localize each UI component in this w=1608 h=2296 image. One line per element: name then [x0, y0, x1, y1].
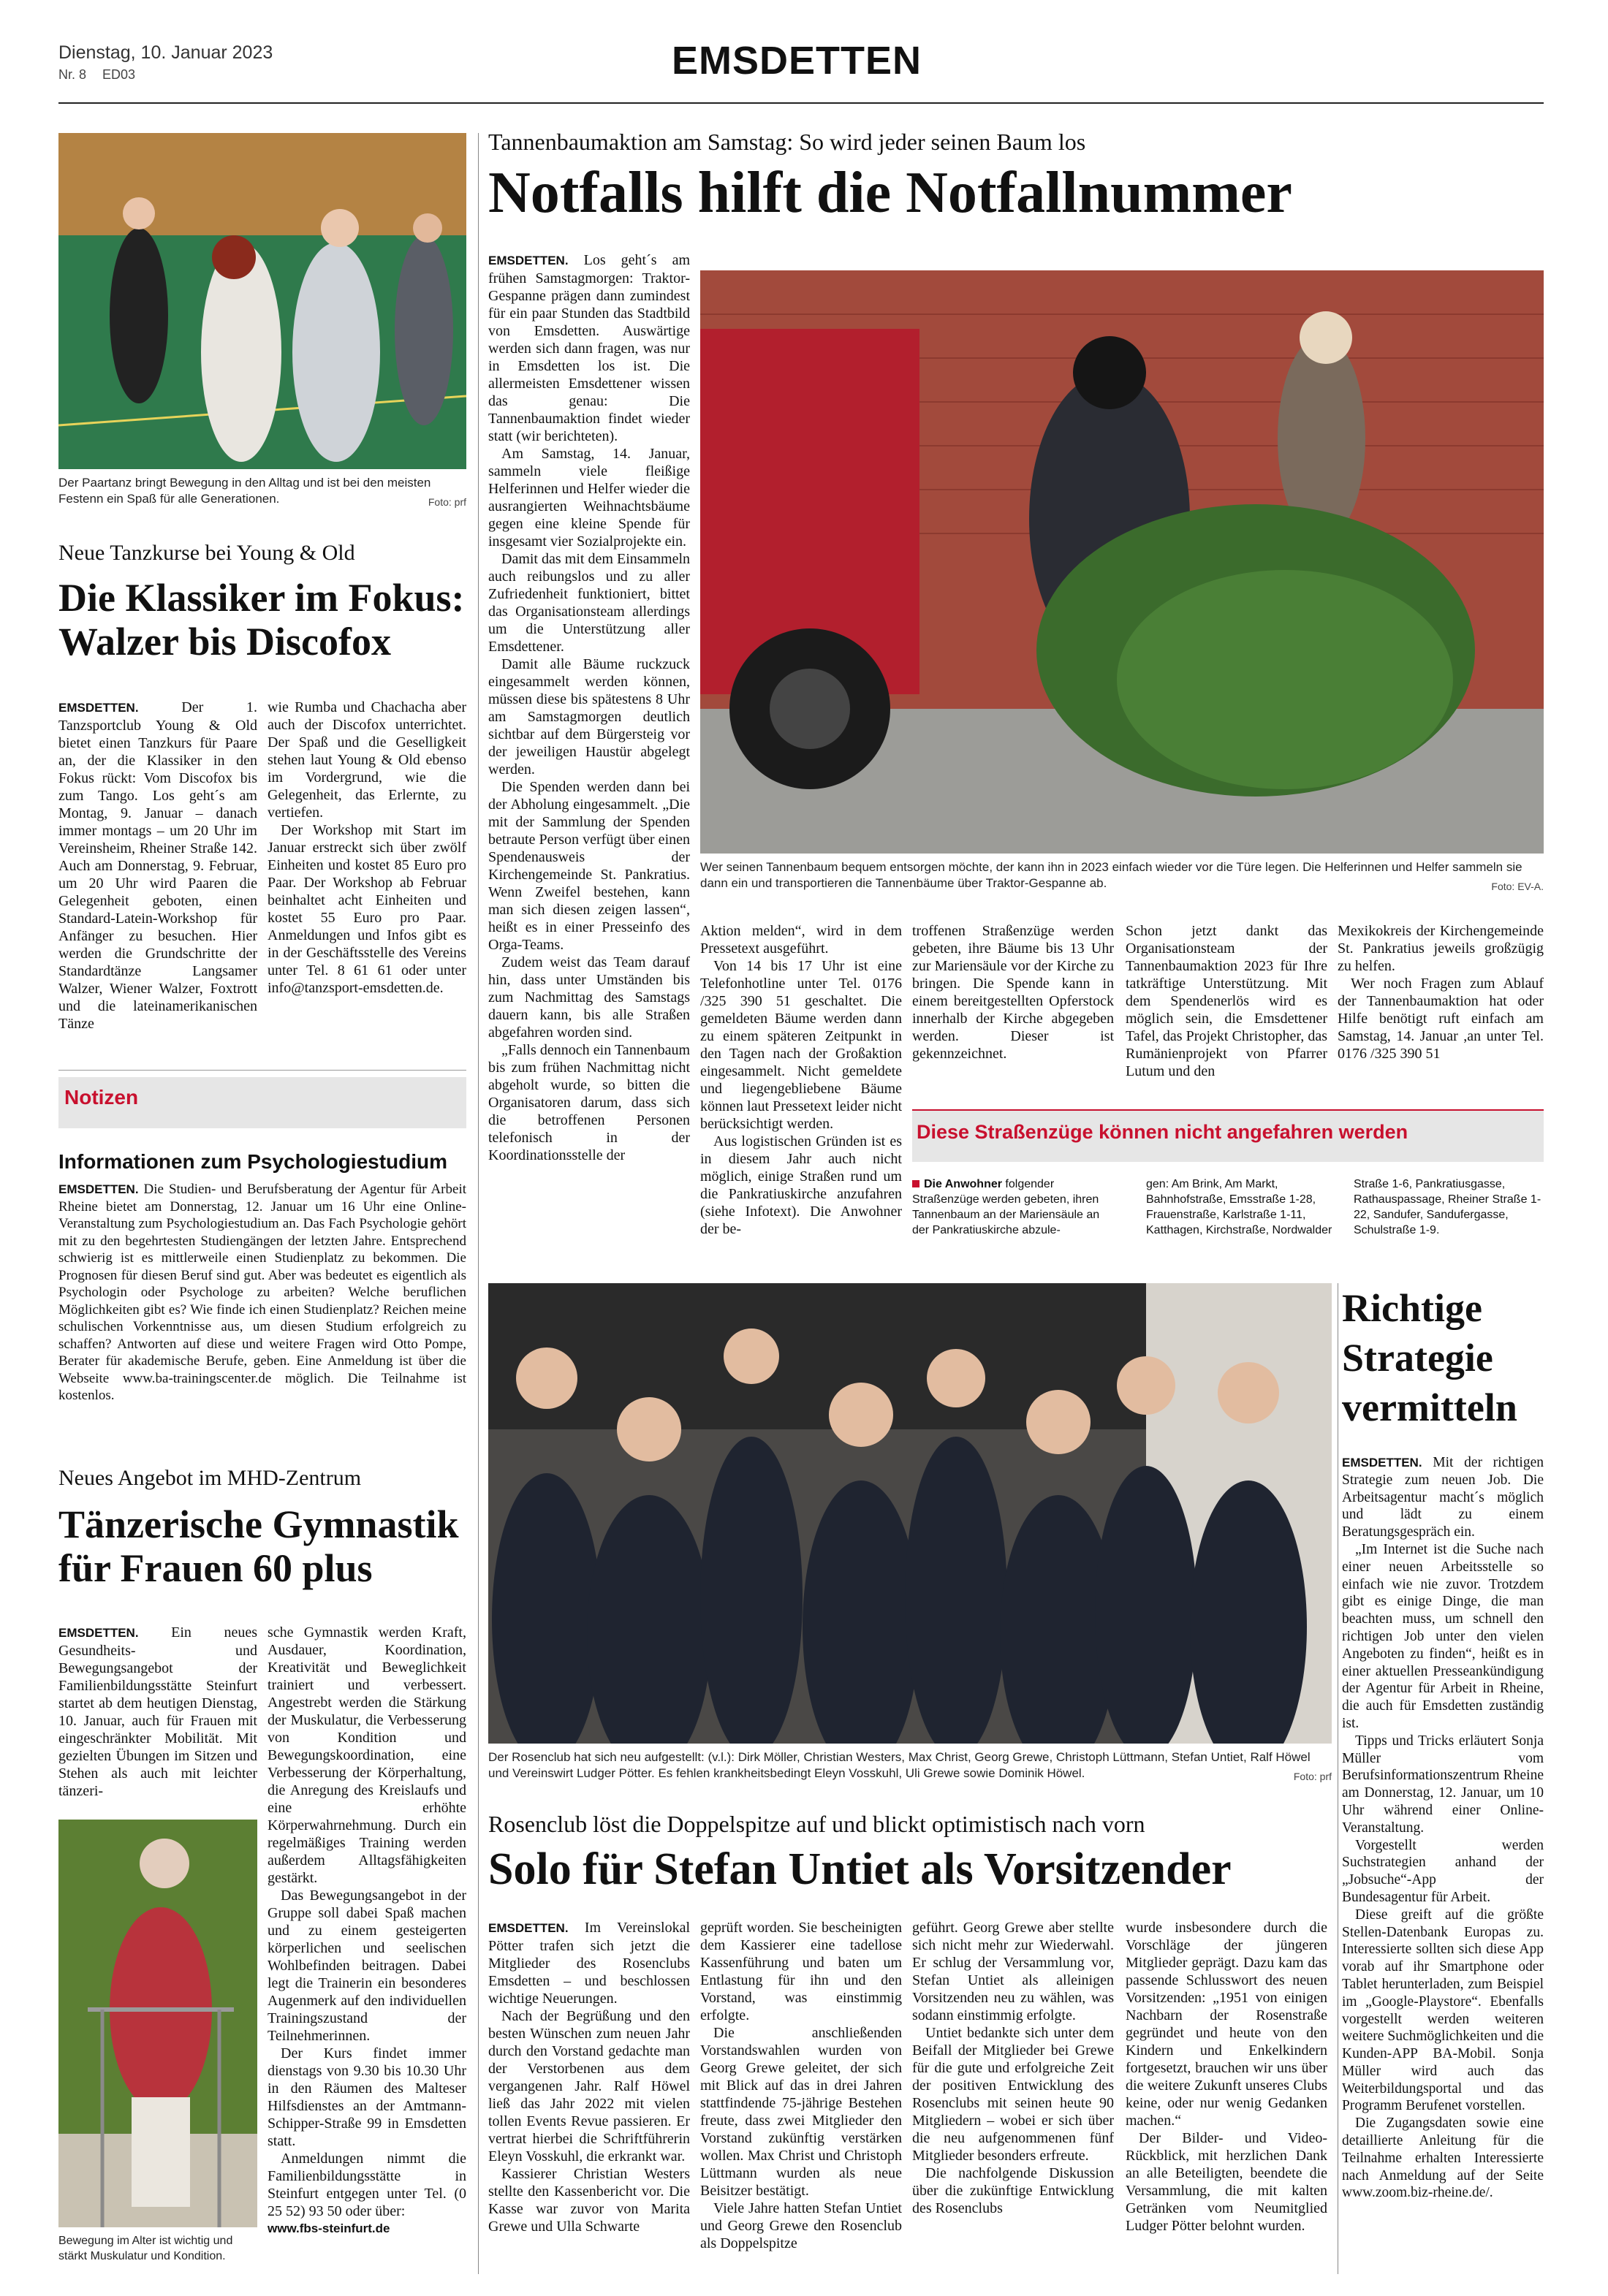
dance-kicker: Neue Tanzkurse bei Young & Old — [58, 541, 355, 565]
tree-photo-caption: Wer seinen Tannenbaum bequem entsorgen möchte, der kann ihn in 2023 einfach wieder vor die Türe legen. Die Helferinnen und Helfer sammeln sie dann ein und transportieren die Tannenbäume über Traktor-Gespanne ab. Foto: EV-A. — [700, 859, 1544, 894]
streets-box-header: Diese Straßenzüge können nicht angefahren werden — [912, 1109, 1544, 1162]
column-divider — [478, 133, 479, 2274]
gym-body-col2: sche Gymnastik werden Kraft, Ausdauer, Koordination, Kreativität und Beweglichkeit trainiert und verbessert. Angestrebt werden die Stärkung der Muskulatur, die Verbesserung von Kondition und Bewegungskoordination, eine Verbesserung der Körperhaltung, die Anregung des Kreislaufs und eine erhöhte Körperwahrnehmung. Durch ein regelmäßiges Training werden außerdem Alltagsfähigkeiten gestärkt. Das Bewegungsangebot in der Gruppe soll dabei Spaß machen und zu einem gesteigerten körperlichen und seelischen Wohlbefinden beitragen. Dabei legt die Trainerin ein besonderes Augenmerk auf den individuellen Trainingszustand der Teilnehmerinnen. Der Kurs findet immer dienstags von 9.30 bis 10.30 Uhr in den Räumen des Malteser Hilfsdienstes an der Amtmann-Schipper-Straße 99 in Emsdetten statt. Anmeldungen nimmt die Familienbildungsstätte in Steinfurt entgegen unter Tel. (0 25 52) 93 50 oder über: www.fbs-steinfurt.de — [268, 1624, 466, 2235]
strategy-body: EMSDETTEN. Mit der richtigen Strategie zum neuen Job. Die Arbeitsagentur macht´s möglich und lädt zu einem Beratungsgespräch ein. „Im Internet ist die Suche nach einer neuen Arbeitsstelle so einfach wie nie zuvor. Trotzdem gibt es einige Dinge, die man beachten muss, um schnell den richtigen Job unter den vielen Angeboten zu finden“, heißt es in einer aktuellen Presseankündigung der Agentur für Arbeit in Rheine, die auch für Emsdetten zuständig ist. Tipps und Tricks erläutert Sonja Müller vom Berufsinformationszentrum Rheine am Donnerstag, 12. Januar, um 10 Uhr während einer Online-Veranstaltung. Vorgestellt werden Suchstrategien anhand der „Jobsuche“-App der Bundesagentur für Arbeit. Diese greift auf die größte Stellen-Datenbank Europas zu. Interessierte sollten sich diese App vorab auf ihr Smartphone oder Tablet herunterladen, zum Beispiel im „Google-Playstore“. Ebenfalls vorgestellt werden weiteren weitere Suchmöglichkeiten und die Kunden-APP BA-Mobil. Sonja Müller wird auch das Weiterbildungsportal und das Programm Berufenet vorstellen. Die Zugangsdaten sowie eine detaillierte Anleitung für die Teilnahme erhalten Interessierte nach Anmeldung auf der Seite www.zoom.biz-rheine.de/. — [1342, 1455, 1544, 2201]
tree-body-col2: Aktion melden“, wird in dem Pressetext ausgeführt. Von 14 bis 17 Uhr ist eine Telefonhotline unter Tel. 0176 /325 390 51 geschaltet. Die gemeldeten Bäume werden dann zu einem späteren Zeitpunkt in den Tagen nach der Großaktion eingesammelt. Nicht gemeldete und liegengebliebene Bäume können laut Pressetext leider nicht berücksichtigt werden. Aus logistischen Gründen ist es in diesem Jahr auch nicht möglich, einige Straßen rund um die Pankratiuskirche anzufahren (siehe Infotext). Die Anwohner der be- — [700, 923, 902, 1237]
notizen-body: EMSDETTEN. Die Studien- und Berufsberatung der Agentur für Arbeit Rheine bietet am Donnerstag, 12. Januar um 16 Uhr eine Online-Veranstaltung zum Psychologiestudium an. Das Fach Psychologie gehört mit zu den begehrtesten Studiengängen der letzten Jahre. Entsprechend schwierig ist es mittlerweile einen Studienplatz zu bekommen. Die Prognosen für diesen Beruf sind gut. Aber was bedeutet es eigentlich als Psychologin oder Psychologe zu arbeiten? Welche beruflichen Möglichkeiten gibt es? Wie finde ich einen Studienplatz? Reichen meine schulischen Vorkenntnisse aus, um diesen Studium erfolgreich zu schaffen? Antworten auf diese und weitere Fragen wird Otto Pompe, Berater für akademische Berufe, geben. Eine Anmeldung ist über die Webseite www.ba-trainingscenter.de möglich. Die Teilnahme ist kostenlos. — [58, 1182, 466, 1403]
rose-photo — [488, 1283, 1332, 1744]
gym-body-col1: EMSDETTEN. Ein neues Gesundheits- und Bewegungsangebot der Familienbildungsstätte Steinfurt startet ab dem heutigen Dienstag, 10. Januar, auch für Frauen mit eingeschränkter Mobilität. Mit gezielten Übungen im Sitzen und Stehen als auch mit leichter tänzeri- — [58, 1624, 257, 1799]
header-rule — [58, 102, 1544, 104]
dance-body-col1: EMSDETTEN. Der 1. Tanzsportclub Young & Old bietet einen Tanzkurs für Paare an, der die Klassiker in den Fokus rückt: Vom Discofox bis zum Tango. Los geht´s am Montag, 9. Januar – danach immer montags – um 20 Uhr im Vereinsheim, Rheiner Straße 142. Auch am Donnerstag, 9. Februar, um 20 Uhr wird Paaren die Gelegenheit geboten, einen Standard-Latein-Workshop für Anfänger zu besuchen. Hier werden die Grundschritte der Standardtänze Langsamer Walzer, Wiener Walzer, Foxtrott und die lateinamerikanischen Tänze — [58, 699, 257, 1032]
tree-body-col5: Mexikokreis der Kirchengemeinde St. Pankratius jeweils großzügig zu helfen. Wer noch Fragen zum Ablauf der Tannenbaumaktion hat oder Hilfe benötigt ruft einfach am Samstag, 14. Januar ,an unter Tel. 0176 /325 390 51 — [1338, 923, 1544, 1062]
gym-photo-caption: Bewegung im Alter ist wichtig und stärkt Muskulatur und Kondition. — [58, 2235, 233, 2262]
streets-box-col2: gen: Am Brink, Am Markt, Bahnhofstraße, Emsstraße 1-28, Frauenstraße, Karlstraße 1-11, Katthagen, Kirchstraße, Nordwalder — [1146, 1178, 1332, 1236]
gym-headline: Tänzerische Gymnastik für Frauen 60 plus — [58, 1502, 459, 1591]
dance-headline: Die Klassiker im Fokus: Walzer bis Discofox — [58, 576, 465, 664]
notizen-box: Notizen — [58, 1077, 466, 1128]
gym-kicker: Neues Angebot im MHD-Zentrum — [58, 1466, 362, 1490]
streets-box-col1: Die Anwohner folgender Straßenzüge werden gebeten, ihren Tannenbaum an der Mariensäule an der Pankratiuskirche abzule- — [912, 1178, 1100, 1236]
web-link[interactable]: www.fbs-steinfurt.de — [268, 2221, 390, 2235]
rose-body-col2: geprüft worden. Sie bescheinigten dem Kassierer eine tadellose Kassenführung und baten um Entlastung für ihn und den Vorstand, was einstimmig erfolgte. Die anschließenden Vorstandswahlen wurden von Georg Grewe geleitet, der sich mit Blick auf das in drei Jahren stattfindende 75-jährige Bestehen freute, dass zwei Mitglieder den Vorstand zukünftig verstärken wollen. Max Christ und Christoph Lüttmann wurden als neue Beisitzer bestätigt. Viele Jahre hatten Stefan Untiet und Georg Grewe den Rosenclub als Doppelspitze — [700, 1920, 902, 2251]
dance-photo — [58, 133, 466, 469]
rose-body-col3: geführt. Georg Grewe aber stellte sich nicht mehr zur Wiederwahl. Er schlug der Versammlung vor, Stefan Untiet als alleinigen Vorsitzenden neu zu wählen, was sodann einstimmig erfolgte. Untiet bedankte sich unter dem Beifall der Mitglieder bei Grewe für die gute und erfolgreiche Zeit der positiven Entwicklung des Rosenclubs mit seinen heute 90 Mitgliedern – wobei er sich über die neu aufgenommenen fünf Mitglieder besonders erfreute. Die nachfolgende Diskussion über die zukünftige Entwicklung des Rosenclubs — [912, 1920, 1114, 2216]
tree-kicker: Tannenbaumaktion am Samstag: So wird jeder seinen Baum los — [488, 129, 1086, 155]
rose-photo-caption: Der Rosenclub hat sich neu aufgestellt: (v.l.): Dirk Möller, Christian Westers, Max Christ, Georg Grewe, Christoph Lüttmann, Stefan Untiet, Ralf Höwel und Vereinswirt Ludger Pötter. Es fehlen krankheitsbedingt Eleyn Vosskuhl, Uli Grewe sowie Dominik Höwel. Foto: prf — [488, 1749, 1332, 1784]
issue-number: Nr. 8 ED03 — [58, 67, 136, 82]
tree-headline: Notfalls hilft die Notfallnummer — [488, 161, 1292, 225]
tree-body-col3: troffenen Straßenzüge werden gebeten, ihre Bäume bis 13 Uhr zur Mariensäule vor der Kirche zu bringen. Die Spende kann in einem bereitgestellten Opferstock innerhalb der Kirche abgegeben werden. Dieser ist gekennzeichnet. — [912, 923, 1114, 1062]
tree-photo — [700, 270, 1544, 854]
tree-body-col4: Schon jetzt dankt das Organisationsteam der Tannenbaumaktion 2023 für Ihre tatkräftige Unterstützung. Mit dem Spendenerlös wird es möglich sein, die Emsdettener Tafel, das Projekt Christopher, das Rumänienprojekt von Pfarrer Lutum und den — [1126, 923, 1327, 1079]
gym-photo — [58, 1820, 257, 2227]
issue-date: Dienstag, 10. Januar 2023 — [58, 42, 273, 63]
rose-body-col1: EMSDETTEN. Im Vereinslokal Pötter trafen sich jetzt die Mitglieder des Rosenclubs Emsdetten – und beschlossen wichtige Neuerungen. Nach der Begrüßung und den besten Wünschen zum neuen Jahr durch den Vorstand gedachte man der Verstorbenen aus dem vergangenen Jahr. Ralf Höwel ließ das Jahr 2022 mit vielen tollen Events Revue passieren. Er vertrat hierbei die Schriftführerin Eleyn Vosskuhl, die erkrankt war. Kassierer Christian Westers stellte den Kassenbericht vor. Die Kasse war zuvor von Marita Grewe und Ulla Schwarte — [488, 1920, 690, 2235]
rose-kicker: Rosenclub löst die Doppelspitze auf und blickt optimistisch nach vorn — [488, 1811, 1145, 1837]
rose-headline: Solo für Stefan Untiet als Vorsitzender — [488, 1844, 1232, 1894]
rose-body-col4: wurde insbesondere durch die Vorschläge der jüngeren Mitglieder geprägt. Dazu kam das passende Schlusswort des neuen Vorsitzenden: „1951 von einigen Nachbarn der Rosenstraße gegründet und heute von den Kindern und Enkelkindern fortgesetzt, brauchen wir uns über die weitere Zukunft unseres Clubs keine, oder nur wenig Gedanken machen.“ Der Bilder- und Video-Rückblick, mit herzlichen Dank an alle Beteiligten, beendete die Versammlung, die mit kalten Getränken vom Neumitglied Ludger Pötter belohnt wurden. — [1126, 1920, 1327, 2234]
notizen-title: Informationen zum Psychologiestudium — [58, 1150, 448, 1173]
dance-body-col2: wie Rumba und Chachacha aber auch der Discofox unterrichtet. Der Spaß und die Geselligkeit stehen laut Young & Old ebenso im Vordergrund, wie die Gelegenheit, das Erlernte, zu vertiefen. Der Workshop mit Start im Januar erstreckt sich über zwölf Einheiten und kostet 85 Euro pro Paar. Der Workshop ab Februar beinhaltet acht Einheiten und kostet 55 Euro pro Paar. Anmeldungen und Infos gibt es in der Geschäftsstelle des Vereins unter Tel. 8 61 61 oder unter info@tanzsport-emsdetten.de. — [268, 699, 466, 996]
dance-photo-caption: Der Paartanz bringt Bewegung in den Alltag und ist bei den meisten Festenn ein Spaß für alle Generationen. Foto: prf — [58, 475, 466, 510]
bullet-square-icon — [912, 1180, 919, 1187]
section-title: EMSDETTEN — [671, 39, 922, 83]
strategy-headline: Richtige Strategie vermitteln — [1342, 1286, 1517, 1429]
streets-box-col3: Straße 1-6, Pankratiusgasse, Rathauspassage, Rheiner Straße 1-22, Sandufer, Sandufergasse, Schulstraße 1-9. — [1354, 1178, 1541, 1236]
notizen-rule — [58, 1070, 466, 1071]
tree-body-col1: EMSDETTEN. Los geht´s am frühen Samstagmorgen: Traktor-Gespanne prägen dann zumindest für ein paar Stunden das Stadtbild von Emsdetten. Auswärtige werden sich dann fragen, was nur in Emsdetten los ist. Die allermeisten Emsdettener wissen das genau: Die Tannenbaumaktion findet wieder statt (wir berichteten). Am Samstag, 14. Januar, sammeln viele fleißige Helferinnen und Helfer wieder die ausrangierten Weihnachtsbäume gegen eine kleine Spende für insgesamt vier Sozialprojekte ein. Damit das mit dem Einsammeln auch reibungslos und zu aller Zufriedenheit funktioniert, bittet das Organisationsteam allerdings um die Unterstützung aller Emsdettener. Damit alle Bäume ruckzuck eingesammelt werden können, müssen diese bis spätestens 8 Uhr am Samstagmorgen deutlich sichtbar auf dem Bürgersteig vor der jeweiligen Haustür abgelegt werden. Die Spenden werden dann bei der Abholung eingesammelt. „Die mit der Sammlung der Spenden betraute Person verfügt über einen Spendenausweis der Kirchengemeinde St. Pankratius. Wenn Zweifel bestehen, kann man sich diesen zeigen lassen“, heißt es in einer Presseinfo des Orga-Teams. Zudem weist das Team darauf hin, dass unter Umständen bis zum Nachmittag des Samstags dauern kann, bis alle Straßen abgefahren worden sind. „Falls dennoch ein Tannenbaum bis zum frühen Nachmittag nicht abgeholt wurde, so bitten die Organisatoren darum, dass sich die betroffenen Personen telefonisch in der Koordinationsstelle der — [488, 252, 690, 1163]
